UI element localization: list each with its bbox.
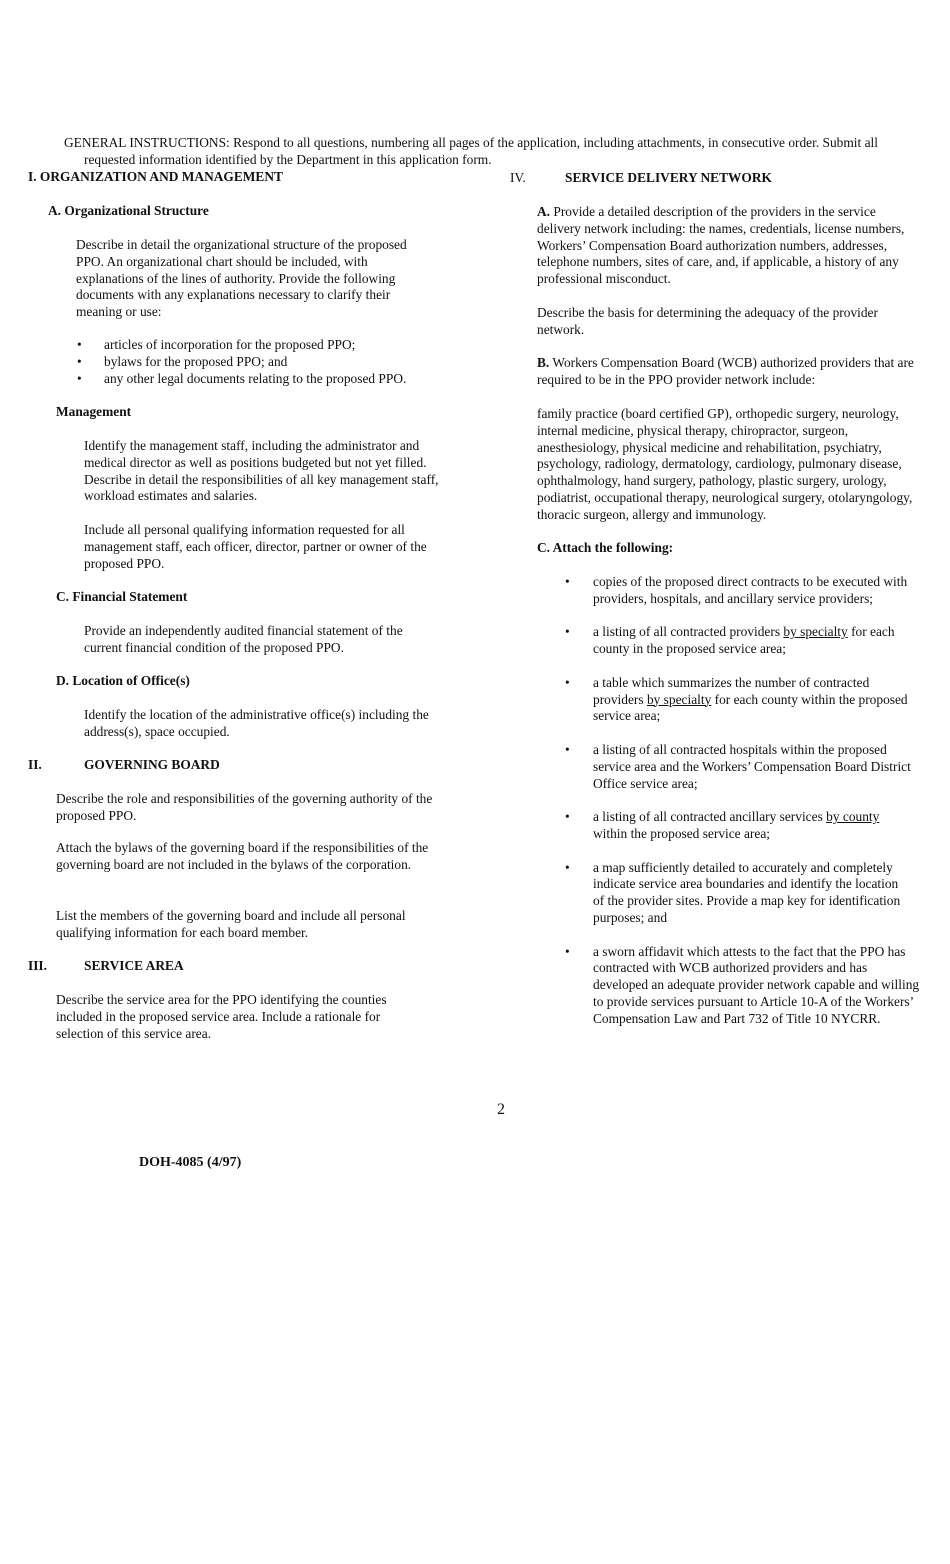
section-4c-bullet-list [565, 574, 920, 1028]
section-1a-paragraph: Describe in detail the organizational structure of the proposed PPO. An organizational chart should be included, with explanations of the lines of authority. Provide the following documents with any explanations necessary to clarify their meaning or use: [76, 237, 407, 320]
section-4a-label: A. [537, 204, 551, 219]
bullet-icon: • [565, 809, 570, 825]
section-1-heading: I. ORGANIZATION AND MANAGEMENT [28, 169, 283, 184]
general-instructions-line1: GENERAL INSTRUCTIONS: Respond to all questions, numbering all pages of the application, including attachments, in consecutive order. Submit all [64, 135, 878, 150]
section-2-paragraph-3: List the members of the governing board and include all personal qualifying information for each board member. [56, 908, 406, 940]
bullet-icon: • [565, 741, 570, 757]
section-1a-bullet-list [77, 337, 444, 387]
section-2-paragraph-2: Attach the bylaws of the governing board if the responsibilities of the governing board are not included in the bylaws of the corporation. [56, 840, 429, 872]
management-paragraph-1: Identify the management staff, including the administrator and medical director as well as positions budgeted but not yet filled. Describe in detail the responsibilities of all key management staff, workload estimates and salaries. [84, 438, 439, 504]
section-2-number: II. [28, 757, 42, 772]
list-item: • a listing of all contracted providers by specialty for each county in the proposed service area; [565, 624, 895, 657]
section-3-paragraph: Describe the service area for the PPO identifying the counties included in the proposed service area. Include a rationale for selection of this service area. [56, 992, 387, 1041]
section-4a-paragraph: A. Provide a detailed description of the providers in the service delivery network including: the names, credentials, license numbers, Workers’ Compensation Board authorization numbers, addresses, telephone numbers, sites of care, and, if applicable, a history of any professional misconduct. [537, 204, 905, 287]
page-number: 2 [497, 1101, 505, 1118]
section-4b-paragraph: B. Workers Compensation Board (WCB) authorized providers that are required to be in the PPO provider network include: [537, 355, 914, 387]
bullet-icon: • [565, 674, 570, 690]
general-instructions [64, 135, 930, 169]
list-item: • a listing of all contracted ancillary services by county within the proposed service area; [565, 809, 880, 841]
list-item: • bylaws for the proposed PPO; and [77, 353, 288, 369]
section-4-number: IV. [510, 170, 526, 185]
section-4-heading: SERVICE DELIVERY NETWORK [565, 170, 772, 185]
list-item: • any other legal documents relating to the proposed PPO. [77, 370, 407, 386]
list-item: • a map sufficiently detailed to accurately and completely indicate service area boundaries and identify the location of the provider sites. Provide a map key for identification purposes; and [565, 859, 901, 925]
section-1a-heading: A. Organizational Structure [48, 203, 209, 218]
bullet-icon: • [565, 574, 570, 589]
management-paragraph-2: Include all personal qualifying information requested for all management staff, each officer, director, partner or owner of the proposed PPO. [84, 522, 427, 571]
bullet-icon: • [77, 353, 82, 369]
section-2-heading: GOVERNING BOARD [84, 757, 220, 772]
section-1d-paragraph: Identify the location of the administrative office(s) including the address(s), space occupied. [84, 707, 429, 739]
bullet-icon: • [565, 859, 570, 875]
section-4b-label: B. [537, 355, 550, 370]
section-3-heading: SERVICE AREA [84, 958, 184, 973]
section-1d-heading: D. Location of Office(s) [56, 673, 190, 688]
specialty-list: family practice (board certified GP), orthopedic surgery, neurology, internal medicine, physical therapy, chiropractor, surgeon, anesthesiology, physical medicine and rehabilitation, psychiatry, psychology, radiology, dermatology, cardiology, pulmonary disease, ophthalmology, hand surgery, pathology, plastic surgery, urology, podiatrist, occupational therapy, neurological surgery, otolaryngology, thoracic surgeon, allergy and immunology. [537, 406, 913, 522]
list-item: • a listing of all contracted hospitals within the proposed service area and the Workers’ Compensation Board District Office service area; [565, 741, 911, 791]
section-3-number: III. [28, 958, 47, 973]
bullet-icon: • [77, 370, 82, 386]
bullet-icon: • [77, 337, 82, 352]
bullet-icon: • [565, 624, 570, 640]
form-id: DOH-4085 (4/97) [139, 1155, 242, 1170]
section-2-paragraph-1: Describe the role and responsibilities of the governing authority of the proposed PPO. [56, 791, 433, 823]
management-heading: Management [56, 404, 132, 419]
section-1c-paragraph: Provide an independently audited financial statement of the current financial condition of the proposed PPO. [84, 623, 403, 655]
section-4a-paragraph-2: Describe the basis for determining the adequacy of the provider network. [537, 305, 878, 337]
bullet-icon: • [565, 943, 570, 959]
list-item: • copies of the proposed direct contracts to be executed with providers, hospitals, and ancillary service providers; [565, 574, 908, 606]
list-item: • a table which summarizes the number of contracted providers by specialty for each county within the proposed service area; [565, 674, 908, 724]
list-item: • articles of incorporation for the proposed PPO; [77, 337, 356, 352]
section-4c-heading: C. Attach the following: [537, 540, 674, 555]
general-instructions-line2: requested information identified by the Department in this application form. [84, 151, 492, 167]
list-item: • a sworn affidavit which attests to the fact that the PPO has contracted with WCB authorized providers and has developed an adequate provider network capable and willing to provide services pursuant to Article 10-A of the Workers’ Compensation Law and Part 732 of Title 10 NYCRR. [565, 943, 920, 1026]
section-1c-heading: C. Financial Statement [56, 589, 188, 604]
